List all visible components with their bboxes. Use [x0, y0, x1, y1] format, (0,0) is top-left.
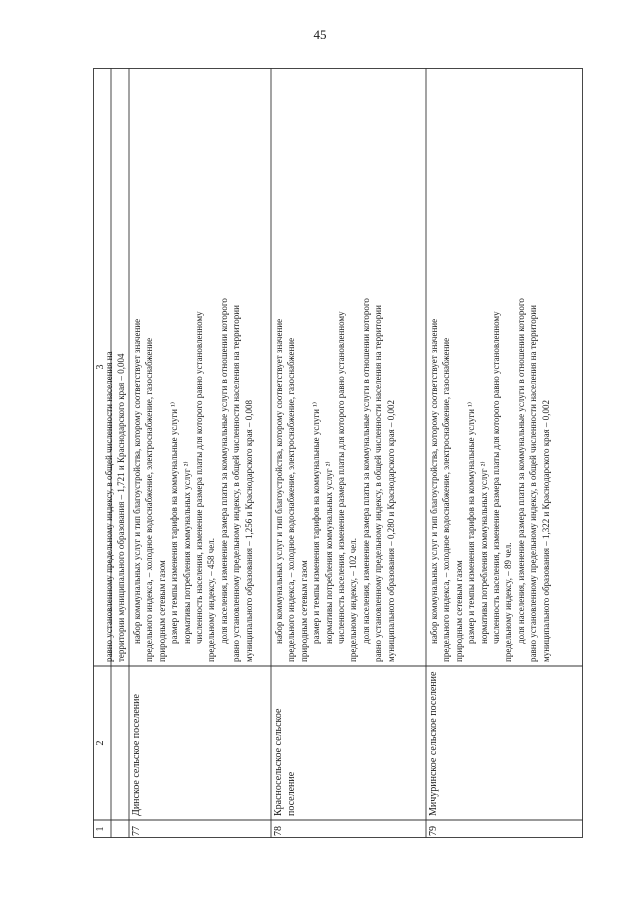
text-line: доля населения, изменение размера платы за коммунальные услуги в отношении которого — [360, 298, 371, 644]
settlement-name: Мичуринское сельское поселение — [428, 671, 439, 816]
text-line: муниципального образования – 1,322 и Краснодарского края – 0,002 — [540, 399, 551, 662]
text-line: равно установленному предельному индексу, в общей численности населения на территории — [231, 305, 242, 662]
text-line: предельному индексу, – 89 чел. — [503, 542, 514, 662]
text-line: предельного индекса, – холодное водоснабжение, электроснабжение, газоснабжение — [441, 337, 452, 662]
text-line: доля населения, изменение размера платы за коммунальные услуги в отношении которого — [218, 298, 229, 644]
text-line: набор коммунальных услуг и тип благоустройства, которому соответствует значение — [274, 318, 284, 644]
data-table — [93, 68, 583, 838]
settlement-name: Динское сельское поселение — [131, 694, 142, 816]
header-col-3: 3 — [95, 364, 106, 370]
text-line: равно установленному предельному индексу, в общей численности населения на территории — [373, 305, 384, 662]
text-line: размер и темпы изменения тарифов на коммунальные услуги ¹⁾ — [169, 401, 180, 644]
row-details — [428, 72, 581, 662]
text-line: предельного индекса, – холодное водоснабжение, электроснабжение, газоснабжение — [286, 337, 297, 662]
text-line: природным сетевым газом — [156, 560, 167, 662]
header-col-1: 1 — [95, 826, 106, 832]
text-line: доля населения, изменение размера платы за коммунальные услуги в отношении которого — [515, 298, 526, 644]
text-line: набор коммунальных услуг и тип благоустройства, которому соответствует значение — [132, 318, 142, 644]
text-line: равно установленному предельному индексу, в общей численности населения на — [104, 351, 114, 662]
text-line: набор коммунальных услуг и тип благоустройства, которому соответствует значение — [429, 318, 439, 644]
row-details — [273, 72, 424, 662]
text-line: предельного индекса, – холодное водоснабжение, электроснабжение, газоснабжение — [144, 337, 155, 662]
text-line: равно установленному предельному индексу, в общей численности населения на территории — [528, 305, 539, 662]
text-line: муниципального образования – 1,256 и Краснодарского края – 0,008 — [243, 399, 254, 662]
text-line: нормативы потребления коммунальных услуг ²⁾ — [478, 461, 489, 644]
text-line: муниципального образования – 0,280 и Краснодарского края – 0,002 — [385, 399, 396, 662]
text-line: размер и темпы изменения тарифов на коммунальные услуги ¹⁾ — [466, 401, 477, 644]
text-line: численность населения, изменение размера платы для которого равно установленному — [336, 311, 347, 644]
text-line: природным сетевым газом — [453, 560, 464, 662]
settlement-name: Красносельское сельское поселение — [273, 708, 297, 816]
text-line: численность населения, изменение размера платы для которого равно установленному — [194, 311, 205, 644]
row-number: 78 — [273, 826, 284, 836]
row-number: 77 — [131, 826, 142, 836]
text-line: природным сетевым газом — [298, 560, 309, 662]
header-col-2: 2 — [95, 740, 106, 746]
row-details — [131, 72, 269, 662]
text-line: предельному индексу, – 102 чел. — [348, 537, 359, 662]
text-line: нормативы потребления коммунальных услуг ²⁾ — [181, 461, 192, 644]
text-line: территории муниципального образования – 1,721 и Краснодарского края – 0,004 — [116, 353, 127, 662]
text-line: предельному индексу, – 458 чел. — [206, 537, 217, 662]
text-line: размер и темпы изменения тарифов на коммунальные услуги ¹⁾ — [311, 401, 322, 644]
text-line: нормативы потребления коммунальных услуг ²⁾ — [323, 461, 334, 644]
continuation-text — [103, 72, 129, 662]
text-line: численность населения, изменение размера платы для которого равно установленному — [491, 311, 502, 644]
page-number: 45 — [313, 27, 327, 42]
row-number: 79 — [428, 826, 439, 836]
